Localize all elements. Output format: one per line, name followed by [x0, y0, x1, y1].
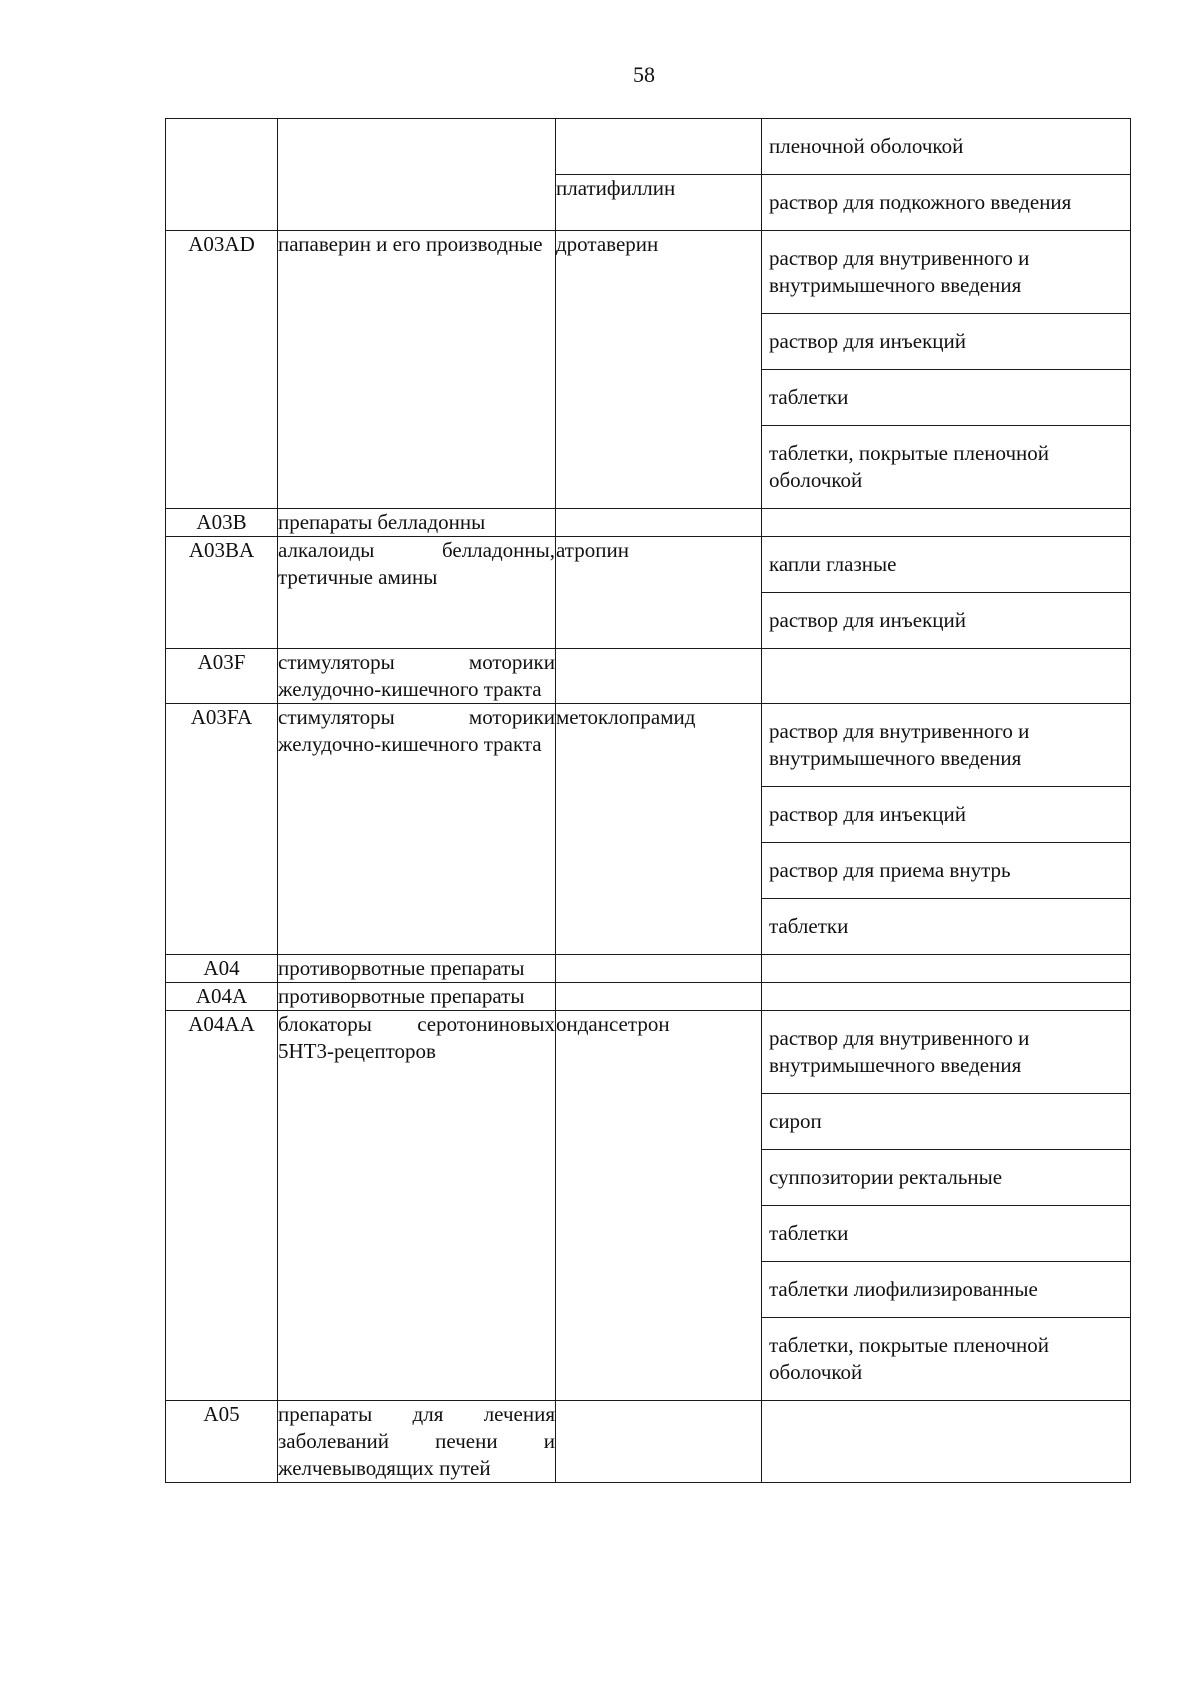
- atc-code-cell: A05: [166, 1401, 278, 1483]
- atc-code-cell: A04: [166, 955, 278, 983]
- dosage-form: таблетки, покрытые пленочной оболочкой: [769, 1333, 1050, 1384]
- dosage-form: раствор для внутривенного и внутримышечного введения: [762, 704, 1130, 787]
- dosage-form: таблетки, покрытые пленочной оболочкой: [769, 441, 1050, 492]
- dosage-form: таблетки лиофилизированные: [762, 1262, 1130, 1318]
- dosage-form: суппозитории ректальные: [762, 1150, 1130, 1206]
- table-row: [166, 509, 1131, 537]
- dosage-form: раствор для приема внутрь: [762, 843, 1130, 899]
- dosage-forms-cell: [762, 983, 1131, 1011]
- dosage-forms-cell: [762, 1401, 1131, 1483]
- drug-name-cell: [556, 955, 762, 983]
- drug-name-cell: [556, 119, 762, 175]
- atc-code-cell: [166, 119, 278, 231]
- atc-code-cell: A04AA: [166, 1011, 278, 1401]
- table-row: [166, 537, 1131, 649]
- group-name-cell: противорвотные препараты: [278, 983, 556, 1011]
- table-row: [166, 704, 1131, 955]
- atc-code-cell: A03FA: [166, 704, 278, 955]
- dosage-forms-cell: [762, 1011, 1131, 1401]
- dosage-form: раствор для внутривенного и внутримышечного введения: [762, 1011, 1130, 1094]
- dosage-forms-cell: [762, 537, 1131, 649]
- drug-name-cell: [556, 1401, 762, 1483]
- dosage-forms-cell: [762, 119, 1131, 175]
- drug-name-cell: атропин: [556, 537, 762, 649]
- dosage-form: пленочной оболочкой: [769, 134, 964, 158]
- dosage-form: капли глазные: [762, 537, 1130, 593]
- dosage-forms-cell: [762, 509, 1131, 537]
- dosage-form: раствор для подкожного введения: [769, 190, 1072, 214]
- table-row: [166, 649, 1131, 704]
- table-row: [166, 1011, 1131, 1401]
- dosage-form: раствор для внутривенного и внутримышечного введения: [762, 231, 1130, 314]
- group-name-cell: стимуляторы моторики желудочно-кишечного тракта: [278, 649, 556, 704]
- table-row: [166, 231, 1131, 509]
- group-name-cell: алкалоиды белладонны, третичные амины: [278, 537, 556, 649]
- group-name-cell: препараты для лечения заболеваний печени и желчевыводящих путей: [278, 1401, 556, 1483]
- table-row: [166, 955, 1131, 983]
- dosage-forms-cell: [762, 231, 1131, 509]
- atc-code-cell: A03F: [166, 649, 278, 704]
- dosage-forms-cell: [762, 704, 1131, 955]
- drug-table: [165, 118, 1131, 1483]
- atc-code-cell: A03AD: [166, 231, 278, 509]
- atc-code-cell: A03BA: [166, 537, 278, 649]
- drug-name-cell: [556, 649, 762, 704]
- drug-name-cell: [556, 509, 762, 537]
- group-name-cell: стимуляторы моторики желудочно-кишечного тракта: [278, 704, 556, 955]
- atc-code-cell: A03B: [166, 509, 278, 537]
- drug-name-cell: платифиллин: [556, 175, 762, 231]
- dosage-form: таблетки: [769, 914, 849, 938]
- dosage-form: раствор для инъекций: [762, 787, 1130, 843]
- group-name-cell: блокаторы серотониновых 5HT3-рецепторов: [278, 1011, 556, 1401]
- page-number: 58: [633, 62, 655, 87]
- group-name-cell: противорвотные препараты: [278, 955, 556, 983]
- dosage-form: сироп: [762, 1094, 1130, 1150]
- dosage-forms-cell: [762, 649, 1131, 704]
- group-name-cell: [278, 119, 556, 231]
- atc-code-cell: A04A: [166, 983, 278, 1011]
- group-name-cell: препараты белладонны: [278, 509, 556, 537]
- dosage-form: таблетки: [762, 370, 1130, 426]
- table-row: [166, 983, 1131, 1011]
- dosage-form: таблетки: [762, 1206, 1130, 1262]
- dosage-form: раствор для инъекций: [769, 608, 966, 632]
- group-name-cell: папаверин и его производные: [278, 231, 556, 509]
- dosage-form: раствор для инъекций: [762, 314, 1130, 370]
- dosage-forms-cell: [762, 175, 1131, 231]
- drug-name-cell: дротаверин: [556, 231, 762, 509]
- drug-name-cell: метоклопрамид: [556, 704, 762, 955]
- table-row: [166, 119, 1131, 175]
- table-row: [166, 1401, 1131, 1483]
- drug-name-cell: ондансетрон: [556, 1011, 762, 1401]
- drug-name-cell: [556, 983, 762, 1011]
- dosage-forms-cell: [762, 955, 1131, 983]
